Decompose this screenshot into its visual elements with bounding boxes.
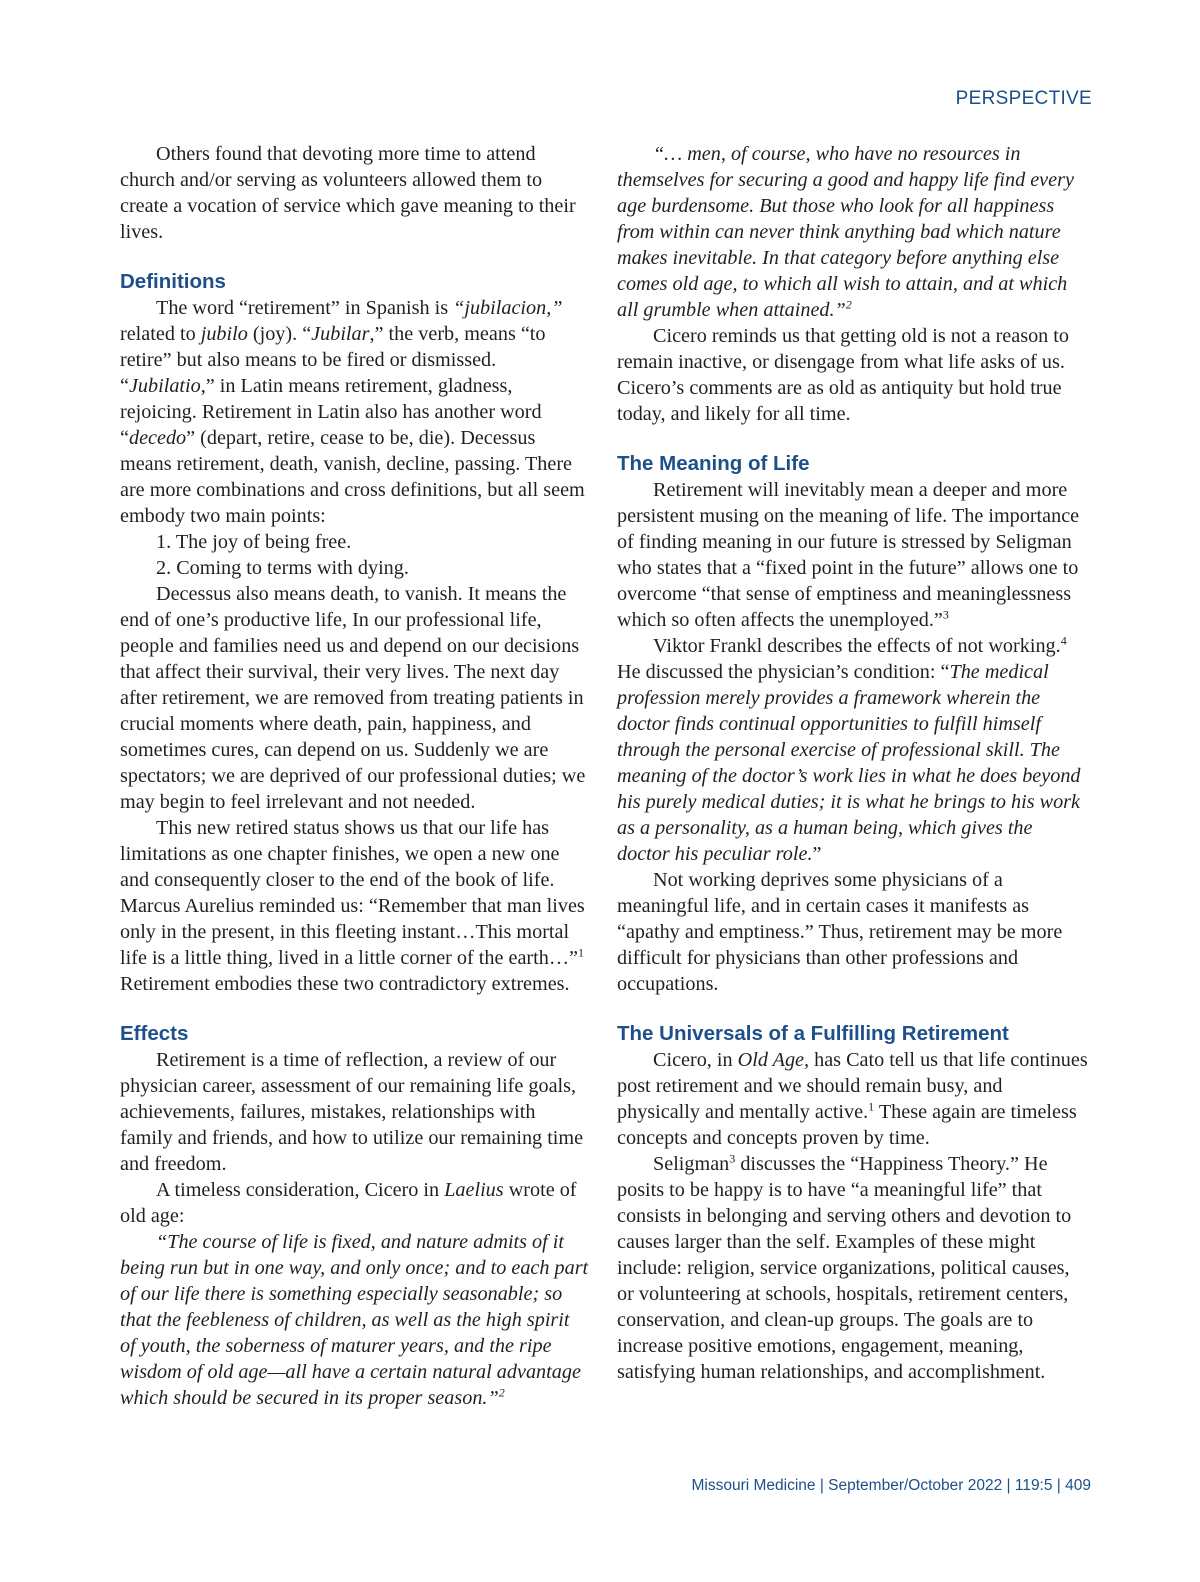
paragraph: Viktor Frankl describes the effects of not working.$^4$ He discussed the physician’s condition: “The medical profession merely provides a framework wherein the doctor finds continual opportunities to fulfill himself through the personal exercise of professional skill. The meaning of the doctor’s work lies in what he does beyond his purely medical duties; it is what he brings to his work as a personality, as a human being, which gives the doctor his peculiar role.” xyxy=(617,633,1081,865)
heading-definitions: Definitions xyxy=(120,270,226,293)
block-quote: “The course of life is fixed, and nature admits of it being run but in one way, and only once; and to each part of our life there is something especially seasonable; so that the feebleness of children, as well as the high spirit of youth, the soberness of maturer years, and the ripe wisdom of old age—all have a certain natural advantage which should be secured in its proper season.”$^2$ xyxy=(120,1231,589,1409)
paragraph: This new retired status shows us that our life has limitations as one chapter finishes, we open a new one and consequently closer to the end of the book of life. Marcus Aurelius reminded us: “Remember that man lives only in the present, in this fleeting instant…This mortal life is a little thing, lived in a little corner of the earth…”$^1$ Retirement embodies these two contradictory extremes. xyxy=(120,817,585,995)
heading-meaning-of-life: The Meaning of Life xyxy=(617,452,810,475)
block-quote: “… men, of course, who have no resources in themselves for securing a good and happy life find every age burdensome. But those who look for all happiness from within can never think anything bad which nature makes inevitable. In that category before anything else comes old age, to which all wish to attain, and at which all grumble when attained.”$^2$ xyxy=(617,143,1074,321)
paragraph: Not working deprives some physicians of a meaningful life, and in certain cases it manifests as “apathy and emptiness.” Thus, retirement may be more difficult for physicians than other professions and occupations. xyxy=(617,869,1063,995)
heading-effects: Effects xyxy=(120,1022,189,1045)
paragraph: Decessus also means death, to vanish. It means the end of one’s productive life, In our professional life, people and families need us and depend on our decisions that affect their survival, their very lives. The next day after retirement, we are removed from treating patients in crucial moments where death, pain, happiness, and sometimes cures, can depend on us. Suddenly we are spectators; we are deprived of our professional duties; we may begin to feel irrelevant and not needed. xyxy=(120,583,586,813)
paragraph: Retirement will inevitably mean a deeper and more persistent musing on the meaning of life. The importance of finding meaning in our future is stressed by Seligman who states that a “fixed point in the future” allows one to overcome “that sense of emptiness and meaninglessness which so often affects the unemployed.”$^3$ xyxy=(617,479,1080,631)
paragraph-definitions: The word “retirement” in Spanish is “jubilacion,” related to jubilo (joy). “Jubilar,” the verb, means “to retire” but also means to be fired or dismissed. “Jubilatio,” in Latin means retirement, gladness, rejoicing. Retirement in Latin also has another word “decedo” (depart, retire, cease to be, die). Decessus means retirement, death, vanish, decline, passing. There are more combinations and cross definitions, but all seem embody two main points: xyxy=(120,297,585,527)
list-item: 2. Coming to terms with dying. xyxy=(156,557,409,579)
paragraph: Others found that devoting more time to attend church and/or serving as volunteers allowed them to create a vocation of service which gave meaning to their lives. xyxy=(120,143,576,243)
section-label: PERSPECTIVE xyxy=(955,88,1092,109)
paragraph: Cicero, in Old Age, has Cato tell us that life continues post retirement and we should remain busy, and physically and mentally active.$^1$ These again are timeless concepts and concepts proven by time. xyxy=(617,1049,1088,1149)
page-footer: Missouri Medicine | September/October 2022 | 119:5 | 409 xyxy=(691,1477,1091,1494)
right-column xyxy=(617,141,1089,1385)
list-item: 1. The joy of being free. xyxy=(156,531,352,553)
paragraph: A timeless consideration, Cicero in Laelius wrote of old age: xyxy=(120,1179,577,1227)
heading-universals: The Universals of a Fulfilling Retirement xyxy=(617,1022,1009,1045)
paragraph: Cicero reminds us that getting old is not a reason to remain inactive, or disengage from what life asks of us. Cicero’s comments are as old as antiquity but hold true today, and likely for all time. xyxy=(617,325,1070,425)
paragraph: Seligman$^3$ discusses the “Happiness Theory.” He posits to be happy is to have “a meaningful life” that consists in belonging and serving others and devotion to causes larger than the self. Examples of these might include: religion, service organizations, political causes, or volunteering at schools, hospitals, retirement centers, conservation, and clean-up groups. The goals are to increase positive emotions, engagement, meaning, satisfying human relationships, and accomplishment. xyxy=(617,1151,1072,1383)
paragraph: Retirement is a time of reflection, a review of our physician career, assessment of our remaining life goals, achievements, failures, mistakes, relationships with family and friends, and how to utilize our remaining time and freedom. xyxy=(120,1049,584,1175)
left-column xyxy=(120,141,590,1411)
